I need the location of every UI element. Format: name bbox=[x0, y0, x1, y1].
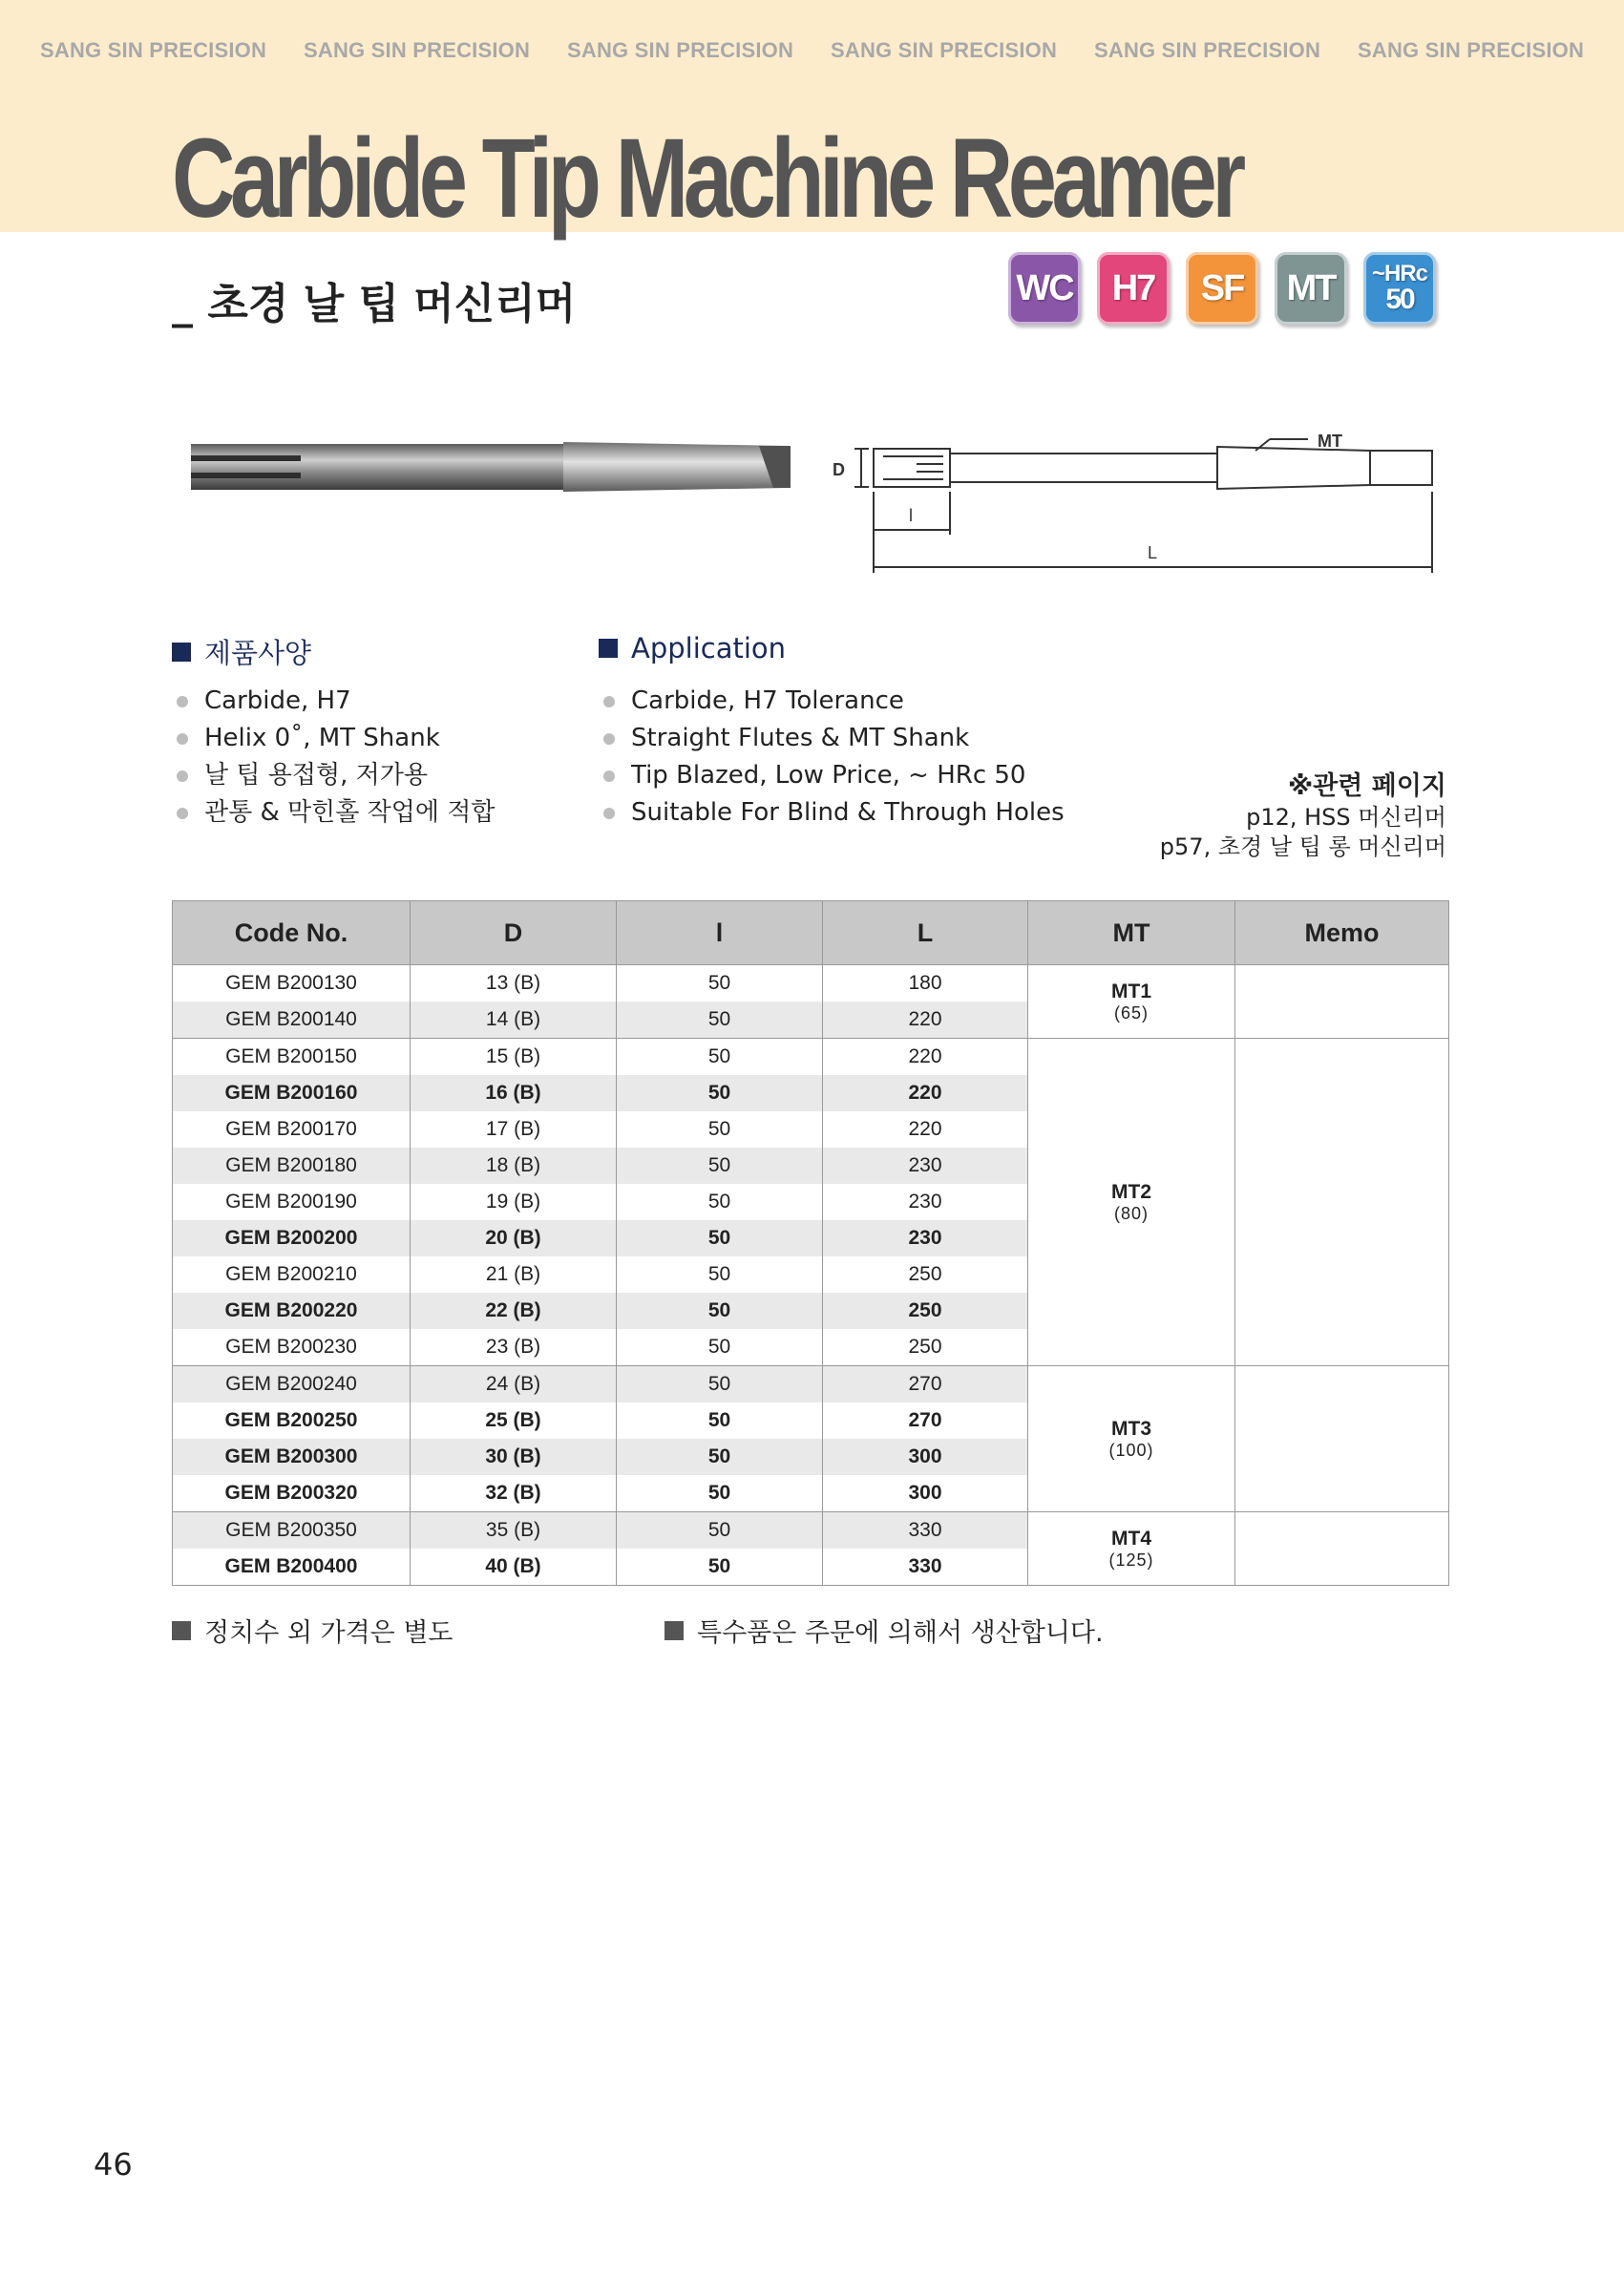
table-row: GEM B200130 13 (B) 50 180 MT1 (65) bbox=[173, 965, 1449, 1002]
page-subtitle: _ 초경 날 팁 머신리머 bbox=[172, 280, 577, 328]
note-left: 정치수 외 가격은 별도 bbox=[172, 1612, 453, 1649]
table-row: GEM B200300 30 (B) 50 300 bbox=[173, 1439, 1449, 1475]
related-line: p57, 초경 날 팁 롱 머신리머 bbox=[1159, 833, 1446, 860]
reamer-photo bbox=[191, 434, 802, 511]
memo-cell bbox=[1235, 1366, 1449, 1512]
table-row: GEM B200200 20 (B) 50 230 bbox=[173, 1220, 1449, 1256]
dimension-diagram bbox=[821, 401, 1442, 582]
badge-wc: WC bbox=[1008, 252, 1081, 325]
list-item: Carbide, H7 Tolerance bbox=[599, 686, 1065, 723]
brand-item: SANG SIN PRECISION bbox=[304, 38, 531, 62]
list-item: 날 팁 용접형, 저가용 bbox=[172, 760, 496, 797]
table-row: GEM B200210 21 (B) 50 250 bbox=[173, 1256, 1449, 1293]
brand-item: SANG SIN PRECISION bbox=[40, 38, 267, 62]
mt-cell: MT3 (100) bbox=[1028, 1366, 1235, 1512]
spec-table bbox=[172, 900, 1449, 1586]
label-l: L bbox=[1148, 543, 1158, 562]
brand-strip bbox=[40, 38, 1624, 67]
note-marker bbox=[172, 1621, 191, 1640]
label-l-small: l bbox=[909, 506, 913, 525]
table-row: GEM B200250 25 (B) 50 270 bbox=[173, 1403, 1449, 1439]
mt-cell: MT1 (65) bbox=[1028, 965, 1235, 1039]
table-row: GEM B200240 24 (B) 50 270 MT3 (100) bbox=[173, 1366, 1449, 1403]
note-marker bbox=[664, 1621, 684, 1640]
table-row: GEM B200220 22 (B) 50 250 bbox=[173, 1293, 1449, 1329]
list-item: Suitable For Blind & Through Holes bbox=[599, 797, 1065, 834]
list-item: Tip Blazed, Low Price, ~ HRc 50 bbox=[599, 760, 1065, 797]
brand-item: SANG SIN PRECISION bbox=[831, 38, 1058, 62]
application-heading: Application bbox=[599, 632, 786, 664]
badge-h7: H7 bbox=[1097, 252, 1170, 325]
col-mt: MT bbox=[1028, 901, 1235, 965]
list-item: Carbide, H7 bbox=[172, 686, 496, 723]
spec-heading: 제품사양 bbox=[172, 632, 311, 671]
memo-cell bbox=[1235, 965, 1449, 1039]
mt-cell: MT4 (125) bbox=[1028, 1512, 1235, 1586]
table-header bbox=[173, 901, 1449, 965]
table-row: GEM B200150 15 (B) 50 220 MT2 (80) bbox=[173, 1039, 1449, 1076]
label-d: D bbox=[833, 460, 845, 479]
related-title: ※관련 페이지 bbox=[1287, 771, 1446, 801]
mt-cell: MT2 (80) bbox=[1028, 1039, 1235, 1366]
note-right: 특수품은 주문에 의해서 생산합니다. bbox=[664, 1612, 1104, 1649]
heading-marker bbox=[599, 639, 618, 658]
feature-badges bbox=[1008, 252, 1436, 325]
list-item: Helix 0˚, MT Shank bbox=[172, 723, 496, 760]
heading-marker bbox=[172, 643, 191, 662]
brand-item: SANG SIN PRECISION bbox=[1094, 38, 1321, 62]
table-row: GEM B200350 35 (B) 50 330 MT4 (125) bbox=[173, 1512, 1449, 1550]
page-number: 46 bbox=[94, 2146, 133, 2183]
col-code: Code No. bbox=[173, 901, 411, 965]
col-d: D bbox=[411, 901, 617, 965]
table-row: GEM B200320 32 (B) 50 300 bbox=[173, 1475, 1449, 1512]
table-row: GEM B200230 23 (B) 50 250 bbox=[173, 1329, 1449, 1366]
table-row: GEM B200190 19 (B) 50 230 bbox=[173, 1184, 1449, 1220]
badge-sf: SF bbox=[1186, 252, 1258, 325]
table-row: GEM B200140 14 (B) 50 220 bbox=[173, 1002, 1449, 1039]
list-item: 관통 & 막힌홀 작업에 적합 bbox=[172, 797, 496, 834]
table-row: GEM B200160 16 (B) 50 220 bbox=[173, 1075, 1449, 1111]
related-pages bbox=[1160, 771, 1446, 862]
table-row: GEM B200170 17 (B) 50 220 bbox=[173, 1111, 1449, 1148]
brand-item: SANG SIN PRECISION bbox=[567, 38, 794, 62]
application-list bbox=[599, 686, 1065, 834]
label-mt: MT bbox=[1318, 432, 1342, 451]
badge-mt: MT bbox=[1275, 252, 1347, 325]
memo-cell bbox=[1235, 1039, 1449, 1366]
col-l-small: l bbox=[617, 901, 823, 965]
list-item: Straight Flutes & MT Shank bbox=[599, 723, 1065, 760]
table-row: GEM B200400 40 (B) 50 330 bbox=[173, 1549, 1449, 1586]
table-row: GEM B200180 18 (B) 50 230 bbox=[173, 1148, 1449, 1184]
brand-item: SANG SIN PRECISION bbox=[1358, 38, 1585, 62]
page-title: Carbide Tip Machine Reamer bbox=[172, 116, 1241, 242]
memo-cell bbox=[1235, 1512, 1449, 1586]
badge-hrc50: ~HRc 50 bbox=[1363, 252, 1436, 325]
spec-list bbox=[172, 686, 496, 834]
related-line: p12, HSS 머신리머 bbox=[1246, 804, 1446, 831]
col-memo: Memo bbox=[1235, 901, 1449, 965]
col-l: L bbox=[823, 901, 1028, 965]
